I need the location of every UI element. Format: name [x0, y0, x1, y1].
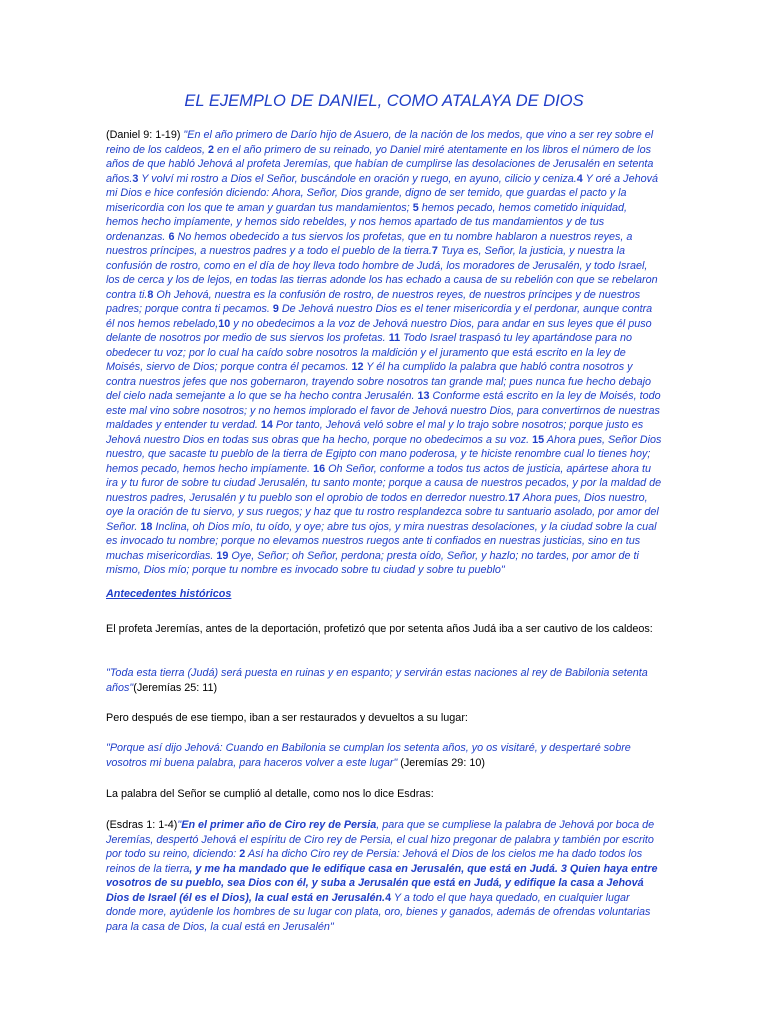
verse-number: 4	[576, 172, 583, 185]
verse-number: 14	[260, 419, 273, 431]
quote-reference: (Jeremías 29: 10)	[397, 756, 485, 769]
verse-number: 15	[532, 433, 545, 446]
esdras-verse-2: Así ha dicho Ciro rey de Persia: Jehová el Dios de los cielos me ha dado todos los reinos de la tierra	[106, 848, 643, 875]
section-heading-link[interactable]: Antecedentes históricos	[106, 588, 232, 600]
esdras-verse-4: Y a todo el que haya quedado, en cualquier lugar donde more, ayúdenle los hombres de su lugar con plata, oro, bienes y ganados, además de ofrendas voluntarias para la casa de Dios, la cual está en Jerusalén"	[106, 891, 651, 933]
verse-11: Todo Israel traspasó tu ley apartándose para no obedecer tu voz; por lo cual ha caído sobre nosotros la maldición y el juramento que está escrito en la ley de Moisés, siervo de Dios; porque contra él pecamos.	[106, 332, 632, 373]
verse-number: 6	[168, 230, 175, 243]
open-quote: "	[177, 819, 182, 831]
quote-reference: (Jeremías 25: 11)	[133, 681, 218, 694]
verse-6: No hemos obedecido a tus siervos los profetas, que en tu nombre hablaron a nuestros reyes, a nuestros príncipes, a nuestros padres y a todo el pueblo de la tierra.	[106, 230, 633, 257]
paragraph-restoration: Pero después de ese tiempo, iban a ser restaurados y devueltos a su lugar:	[106, 712, 468, 724]
quote-esdras	[106, 818, 662, 934]
verse-number: 7	[431, 245, 438, 257]
verse-number: 5	[412, 201, 419, 214]
verse-15: Ahora pues, Señor Dios nuestro, que sacaste tu pueblo de la tierra de Egipto con mano poderosa, y te hiciste renombre cual lo tienes hoy; hemos pecado, hemos hecho impíamente.	[106, 433, 662, 475]
verse-3: Y volví mi rostro a Dios el Señor, buscándole en oración y ruego, en ayuno, cilicio y ceniza.	[138, 172, 577, 185]
page-title: EL EJEMPLO DE DANIEL, COMO ATALAYA DE DIOS	[184, 92, 584, 110]
verse-10: y no obedecimos a la voz de Jehová nuestro Dios, para andar en sus leyes que él puso delante de nosotros por medio de sus siervos los profetas.	[106, 317, 652, 344]
quote-jeremias-25	[106, 666, 662, 695]
daniel-passage	[106, 128, 662, 578]
verse-number: 17	[508, 491, 521, 504]
verse-number: 2	[239, 848, 246, 860]
quote-jeremias-29	[106, 741, 662, 770]
verse-18: Inclina, oh Dios mío, tu oído, y oye; abre tus ojos, y mira nuestras desolaciones, y la ciudad sobre la cual es invocado tu nombre; porque no elevamos nuestros ruegos ante ti confiados en nuestras justicias, sino en tus muchas misericordias.	[106, 520, 657, 562]
esdras-reference: (Esdras 1: 1-4)	[106, 819, 178, 831]
verse-2: en el año primero de su reinado, yo Daniel miré atentamente en los libros el número de los años de que habló Jehová al profeta Jeremías, que habían de cumplirse las desolaciones de Jerusalén en setenta años.	[106, 143, 654, 185]
emphasis-text: , y me ha mandado que le edifique casa en Jerusalén, que está en Judá. 3 Quien haya entre vosotros de su pueblo, sea Dios con él, y suba a Jerusalén que está en Judá, y edifique la casa a Jehová Dios de Israel (él es el Dios), la cual está en Jerusalén.	[106, 862, 658, 904]
emphasis-text: En el primer año de Ciro rey de Persia	[181, 819, 377, 831]
verse-13: Conforme está escrito en la ley de Moisés, todo este mal vino sobre nosotros; y no hemos implorado el favor de Jehová nuestro Dios, para convertirnos de nuestras maldades y entender tu verdad.	[106, 390, 661, 431]
verse-number: 2	[208, 143, 215, 156]
verse-16: Oh Señor, conforme a todos tus actos de justicia, apártese ahora tu ira y tu furor de sobre tu ciudad Jerusalén, tu santo monte; porque a causa de nuestros pecados, y por la maldad de nuestros padres, Jerusalén y tu pueblo son el oprobio de todos en derredor nuestro.	[106, 462, 662, 504]
verse-number: 10	[218, 317, 231, 330]
verse-5: hemos pecado, hemos cometido iniquidad, hemos hecho impíamente, y hemos sido rebeldes, y nos hemos apartado de tus mandamientos y de tus ordenanzas.	[106, 201, 627, 243]
verse-number: 19	[216, 549, 229, 562]
verse-8: Oh Jehová, nuestra es la confusión de rostro, de nuestros reyes, de nuestros príncipes y de nuestros padres; porque contra ti pecamos.	[106, 288, 641, 315]
verse-9: De Jehová nuestro Dios es el tener misericordia y el perdonar, aunque contra él nos hemos rebelado,	[106, 303, 653, 330]
verse-number: 11	[388, 332, 401, 344]
verse-number: 13	[417, 390, 430, 402]
verse-number: 4	[385, 891, 392, 904]
verse-number: 16	[313, 462, 326, 475]
verse-1: "En el año primero de Darío hijo de Asuero, de la nación de los medos, que vino a ser rey sobre el reino de los caldeos,	[106, 129, 654, 156]
verse-7: Tuya es, Señor, la justicia, y nuestra la confusión de rostro, como en el día de hoy lleva todo hombre de Judá, los moradores de Jerusalén, y todo Israel, los de cerca y los de lejos, en todas las tierras adonde los has echado a causa de su rebelión con que se rebelaron contra ti.	[106, 245, 658, 301]
paragraph-esdras-intro: La palabra del Señor se cumplió al detalle, como nos lo dice Esdras:	[106, 788, 434, 800]
verse-number: 18	[140, 520, 153, 533]
verse-number: 8	[147, 288, 154, 301]
verse-number: 3	[132, 172, 139, 185]
paragraph-prophecy: El profeta Jeremías, antes de la deportación, profetizó que por setenta años Judá iba a ser cautivo de los caldeos:	[106, 623, 653, 635]
verse-4: Y oré a Jehová mi Dios e hice confesión diciendo: Ahora, Señor, Dios grande, digno de ser temido, que guardas el pacto y la misericordia con los que te aman y guardan tus mandamientos;	[106, 172, 659, 214]
verse-17: Ahora pues, Dios nuestro, oye la oración de tu siervo, y sus ruegos; y haz que tu rostro resplandezca sobre tu santuario asolado, por amor del Señor.	[106, 491, 659, 533]
verse-number: 9	[272, 303, 279, 315]
esdras-verse-1: , para que se cumpliese la palabra de Jehová por boca de Jeremías, despertó Jehová el espíritu de Ciro rey de Persia, el cual hizo pregonar de palabra y también por escrito por todo su reino, diciendo:	[106, 819, 655, 860]
verse-number: 12	[351, 361, 364, 373]
quote-text: "Toda esta tierra (Judá) será puesta en ruinas y en espanto; y servirán estas naciones al rey de Babilonia setenta años"	[106, 667, 648, 694]
verse-19: Oye, Señor; oh Señor, perdona; presta oído, Señor, y hazlo; no tardes, por amor de ti mismo, Dios mío; porque tu nombre es invocado sobre tu ciudad y sobre tu pueblo"	[106, 549, 639, 576]
daniel-reference: (Daniel 9: 1-19)	[106, 129, 184, 141]
verse-12: Y él ha cumplido la palabra que habló contra nosotros y contra nuestros jefes que nos gobernaron, trayendo sobre nosotros tan grande mal; pues nunca fue hecho debajo del cielo nada semejante a lo que se ha hecho contra Jerusalén.	[106, 361, 652, 402]
verse-14: Por tanto, Jehová veló sobre el mal y lo trajo sobre nosotros; porque justo es Jehová nuestro Dios en todas sus obras que ha hecho, porque no obedecimos a su voz.	[106, 419, 644, 446]
quote-text: "Porque así dijo Jehová: Cuando en Babilonia se cumplan los setenta años, yo os visitaré, y despertaré sobre vosotros mi buena palabra, para haceros volver a este lugar"	[106, 742, 631, 769]
